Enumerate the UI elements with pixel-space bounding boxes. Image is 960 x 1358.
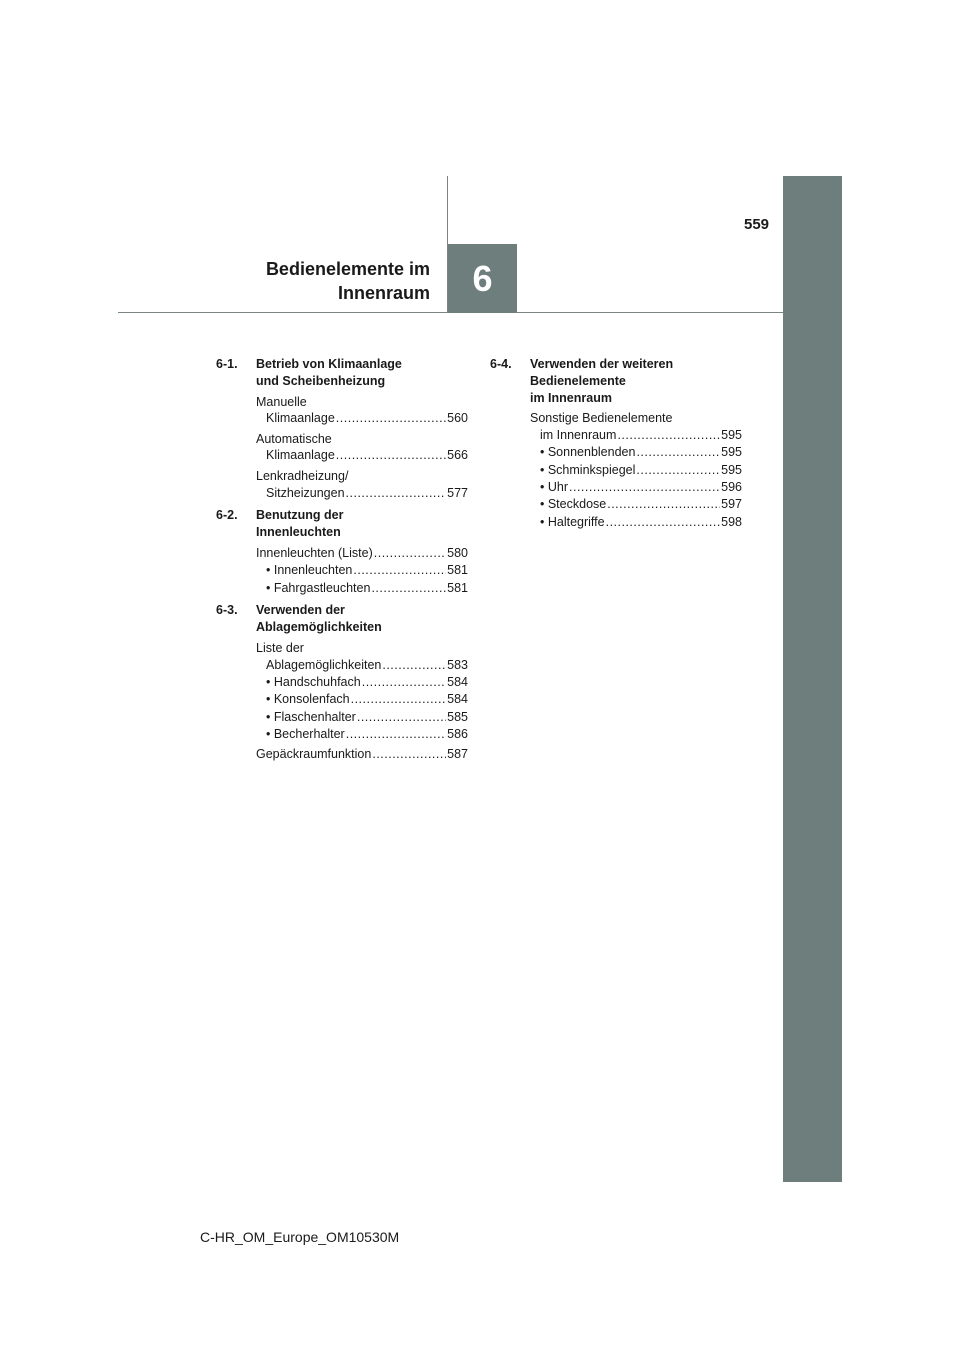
entry-title: Klimaanlage (266, 411, 335, 426)
dot-leader (336, 447, 446, 464)
section-entries (216, 640, 468, 763)
entry-title: Klimaanlage (266, 448, 335, 463)
section-title-line: Benutzung der (256, 508, 344, 523)
entry-row[interactable] (530, 427, 742, 444)
sub-entry[interactable] (256, 709, 468, 726)
sub-entry-page-number: 596 (721, 480, 742, 495)
sub-entry-page-number: 584 (447, 675, 468, 690)
sub-entry-page-number: 584 (447, 692, 468, 707)
chapter-title-line: Innenraum (337, 283, 430, 303)
toc-entry[interactable] (256, 545, 468, 596)
sub-entry-title: • Handschuhfach (266, 675, 361, 690)
entry-row[interactable] (256, 545, 468, 562)
sub-entry-page-number: 598 (721, 514, 742, 529)
entry-row[interactable] (256, 746, 468, 763)
toc-entry[interactable] (256, 394, 468, 428)
section-title (530, 356, 673, 406)
section-title-line: Ablagemöglichkeiten (256, 620, 382, 635)
toc-entry[interactable] (530, 410, 742, 530)
sub-entry[interactable] (530, 496, 742, 513)
section-entries (216, 394, 468, 502)
dot-leader (362, 674, 446, 691)
footer-document-id: C-HR_OM_Europe_OM10530M (200, 1229, 400, 1245)
toc-column-left (216, 356, 468, 769)
entry-title: im Innenraum (540, 428, 617, 443)
chapter-title-line: Bedienelemente im (265, 259, 430, 279)
section-title-line: Betrieb von Klimaanlage (256, 357, 402, 371)
entry-page-number: 583 (447, 657, 468, 672)
dot-leader (617, 427, 720, 444)
sub-entry-page-number: 597 (721, 497, 742, 512)
dot-leader (336, 410, 446, 427)
section-title (256, 602, 382, 636)
toc-entry[interactable] (256, 431, 468, 465)
sub-entry-title: • Sonnenblenden (540, 445, 636, 460)
chapter-side-tab (783, 176, 842, 1182)
section-heading (216, 507, 468, 541)
sub-entry[interactable] (256, 674, 468, 691)
toc-section (216, 356, 468, 501)
toc-entry[interactable] (256, 746, 468, 763)
section-title-line: Verwenden der (256, 603, 345, 618)
sub-entry[interactable] (530, 479, 742, 496)
section-number: 6-1. (216, 357, 238, 371)
sub-entry-title: • Schminkspiegel (540, 462, 636, 477)
sub-entry[interactable] (530, 444, 742, 461)
sub-entry-title: • Konsolenfach (266, 692, 350, 707)
dot-leader (382, 657, 446, 674)
section-number: 6-4. (490, 357, 512, 371)
dot-leader (374, 545, 446, 562)
entry-row[interactable] (256, 410, 468, 427)
dot-leader (353, 562, 446, 579)
entry-page-number: 566 (447, 448, 468, 463)
sub-entry[interactable] (256, 726, 468, 743)
entry-title: Gepäckraumfunktion (256, 747, 372, 762)
chapter-number: 6 (472, 257, 493, 299)
entry-row[interactable] (256, 447, 468, 464)
section-heading (490, 356, 742, 406)
entry-page-number: 580 (447, 545, 468, 560)
dot-leader (371, 580, 446, 597)
dot-leader (372, 746, 446, 763)
dot-leader (346, 726, 446, 743)
sub-entry[interactable] (256, 691, 468, 708)
entry-title: Sitzheizungen (266, 485, 345, 500)
toc-section (490, 356, 742, 530)
entry-lead-text: Lenkradheizung/ (256, 468, 349, 483)
chapter-title (266, 257, 430, 305)
entry-row[interactable] (256, 657, 468, 674)
entry-page-number: 577 (447, 485, 468, 500)
dot-leader (351, 691, 447, 708)
chapter-number-box (448, 244, 517, 313)
section-title-line: Innenleuchten (256, 525, 341, 540)
section-title-line: Verwenden der weiteren (530, 357, 674, 371)
dot-leader (636, 462, 720, 479)
sub-entry-page-number: 581 (447, 563, 468, 578)
toc-entry[interactable] (256, 468, 468, 502)
section-heading (216, 356, 468, 390)
section-title (256, 507, 344, 541)
entry-lead-text: Automatische (256, 431, 332, 446)
sub-entry[interactable] (530, 514, 742, 531)
entry-page-number: 587 (447, 747, 468, 762)
section-heading (216, 602, 468, 636)
section-title-line: und Scheibenheizung (256, 373, 386, 388)
section-number: 6-3. (216, 603, 238, 618)
entry-row[interactable] (256, 485, 468, 502)
toc-entry[interactable] (256, 640, 468, 743)
sub-entry-page-number: 585 (447, 709, 468, 724)
dot-leader (636, 444, 720, 461)
sub-entry[interactable] (256, 580, 468, 597)
section-entries (490, 410, 742, 530)
entry-title: Innenleuchten (Liste) (256, 545, 373, 560)
sub-entry-title: • Haltegriffe (540, 514, 605, 529)
sub-entry-page-number: 595 (721, 462, 742, 477)
section-title (256, 356, 402, 390)
page-number: 559 (744, 216, 770, 233)
sub-entry-page-number: 581 (447, 580, 468, 595)
sub-entry-title: • Becherhalter (266, 726, 345, 741)
toc-section (216, 507, 468, 596)
entry-lead-text: Sonstige Bedienelemente (530, 411, 673, 426)
entry-title: Ablagemöglichkeiten (266, 657, 382, 672)
sub-entry-title: • Flaschenhalter (266, 709, 356, 724)
section-title-line: im Innenraum (530, 390, 612, 405)
sub-entry-page-number: 586 (447, 726, 468, 741)
sub-entry-title: • Steckdose (540, 497, 607, 512)
sub-entry-title: • Innenleuchten (266, 563, 353, 578)
dot-leader (569, 479, 720, 496)
entry-page-number: 595 (721, 428, 742, 443)
sub-entry-page-number: 595 (721, 445, 742, 460)
sub-entry[interactable] (530, 462, 742, 479)
section-title-line: Bedienelemente (530, 373, 626, 388)
entry-lead-text: Manuelle (256, 394, 307, 409)
toc-section (216, 602, 468, 763)
sub-entry[interactable] (256, 562, 468, 579)
section-number: 6-2. (216, 508, 238, 523)
entry-lead-text: Liste der (256, 640, 304, 655)
sub-entry-title: • Fahrgastleuchten (266, 580, 371, 595)
entry-page-number: 560 (447, 411, 468, 426)
dot-leader (607, 496, 720, 513)
dot-leader (606, 514, 721, 531)
sub-entry-title: • Uhr (540, 480, 568, 495)
section-entries (216, 545, 468, 596)
dot-leader (357, 709, 446, 726)
dot-leader (346, 485, 447, 502)
toc-column-right (490, 356, 742, 536)
